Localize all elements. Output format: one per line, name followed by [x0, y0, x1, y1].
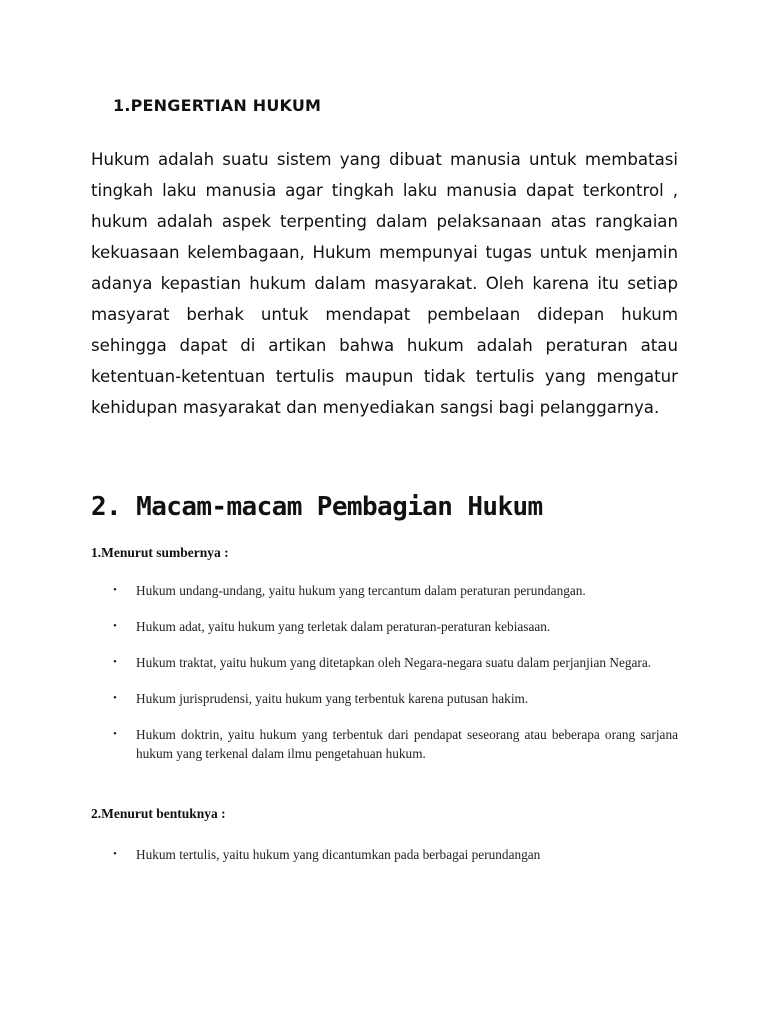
bullet-icon: •	[113, 728, 117, 740]
paragraph-line: ketentuan-ketentuan tertulis maupun tidak tertulis yang mengatur	[91, 367, 678, 386]
list-item-text: Hukum traktat, yaitu hukum yang ditetapkan oleh Negara-negara suatu dalam perjanjian Negara.	[136, 655, 652, 670]
list-item-text: Hukum tertulis, yaitu hukum yang dicantumkan pada berbagai perundangan	[136, 847, 541, 862]
group1-list	[113, 581, 678, 780]
paragraph-line: kehidupan masyarakat dan menyediakan sangsi bagi pelanggarnya.	[91, 398, 660, 417]
paragraph-line: sehingga dapat di artikan bahwa hukum adalah peraturan atau	[91, 336, 678, 355]
paragraph-line: Hukum adalah suatu sistem yang dibuat manusia untuk membatasi	[91, 150, 678, 169]
paragraph-line: hukum adalah aspek terpenting dalam pelaksanaan atas rangkaian	[91, 212, 678, 231]
paragraph-line: adanya kepastian hukum dalam masyarakat. Oleh karena itu setiap	[91, 274, 678, 293]
paragraph-line: masyarat berhak untuk mendapat pembelaan didepan hukum	[91, 305, 678, 324]
list-item	[113, 617, 678, 636]
list-item	[113, 581, 678, 600]
list-item	[113, 725, 678, 763]
bullet-icon: •	[113, 620, 117, 632]
list-item-text: Hukum jurisprudensi, yaitu hukum yang terbentuk karena putusan hakim.	[136, 691, 529, 706]
list-item-text: Hukum adat, yaitu hukum yang terletak dalam peraturan-peraturan kebiasaan.	[136, 619, 551, 634]
list-item-text: Hukum undang-undang, yaitu hukum yang tercantum dalam peraturan perundangan.	[136, 583, 586, 598]
section1-heading: 1.PENGERTIAN HUKUM	[113, 96, 322, 115]
bullet-icon: •	[113, 848, 117, 860]
group1-label: 1.Menurut sumbernya :	[91, 545, 229, 560]
list-item-text: Hukum doktrin, yaitu hukum yang terbentuk dari pendapat seseorang atau beberapa orang sarjana hukum yang terkenal dalam ilmu pengetahuan hukum.	[136, 727, 678, 761]
list-item	[113, 653, 678, 672]
paragraph-line: kekuasaan kelembagaan, Hukum mempunyai tugas untuk menjamin	[91, 243, 678, 262]
section1-paragraph	[91, 144, 678, 423]
group2-list	[113, 845, 678, 881]
list-item	[113, 689, 678, 708]
group2-label: 2.Menurut bentuknya :	[91, 806, 226, 821]
bullet-icon: •	[113, 692, 117, 704]
section2-heading: 2. Macam-macam Pembagian Hukum	[91, 492, 543, 522]
list-item	[113, 845, 678, 864]
paragraph-line: tingkah laku manusia agar tingkah laku manusia dapat terkontrol ,	[91, 181, 678, 200]
bullet-icon: •	[113, 584, 117, 596]
bullet-icon: •	[113, 656, 117, 668]
